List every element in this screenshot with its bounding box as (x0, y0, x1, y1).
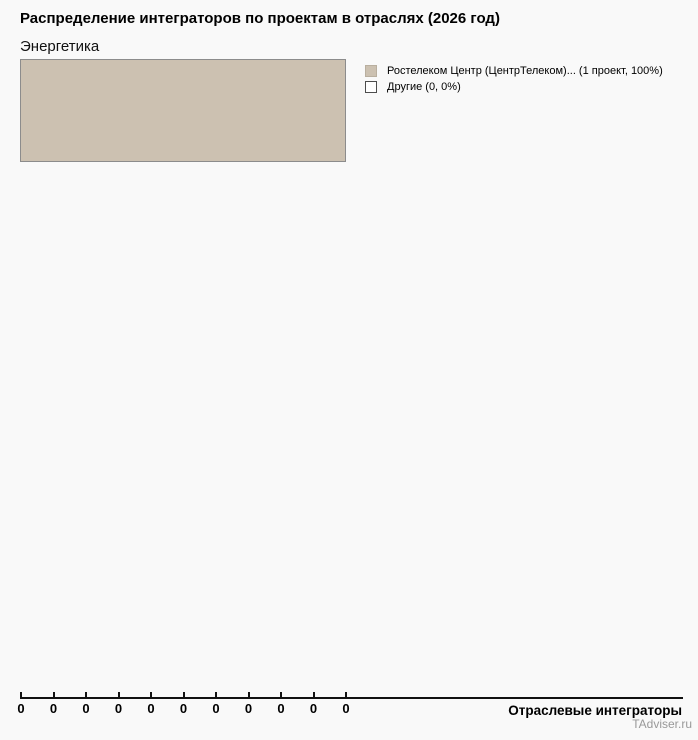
x-axis-tick (215, 692, 217, 699)
x-axis-tick-label: 0 (17, 701, 25, 716)
x-axis-tick-label: 0 (179, 701, 188, 716)
x-axis-tick-label: 0 (114, 701, 123, 716)
x-axis-tick-label: 0 (277, 701, 285, 716)
treemap-block-rostelecom (20, 59, 346, 162)
x-axis-tick-label: 0 (309, 701, 318, 716)
x-axis-tick (183, 692, 185, 699)
x-axis-tick (20, 692, 22, 699)
x-axis-tick (150, 692, 152, 699)
chart-title: Распределение интеграторов по проектам в отраслях (2026 год) (20, 10, 500, 27)
x-axis-tick (85, 692, 87, 699)
legend-swatch-others (365, 81, 377, 93)
x-axis-tick-label: 0 (82, 701, 90, 716)
x-axis-tick-label: 0 (49, 701, 58, 716)
x-axis-title: Отраслевые интеграторы (508, 703, 682, 718)
x-axis-tick-label: 0 (147, 701, 155, 716)
x-axis-tick (118, 692, 120, 699)
x-axis-tick (248, 692, 250, 699)
legend-item-others (365, 80, 461, 93)
legend-item-rostelecom (365, 64, 663, 77)
industry-group-label: Энергетика (20, 38, 100, 55)
x-axis-tick-label: 0 (342, 701, 350, 716)
x-axis-tick (313, 692, 315, 699)
legend-swatch-rostelecom (365, 65, 377, 77)
legend-label-others: Другие (0, 0%) (387, 80, 461, 93)
x-axis-tick (53, 692, 55, 699)
x-axis-tick-label: 0 (212, 701, 220, 716)
legend-label-rostelecom: Ростелеком Центр (ЦентрТелеком)... (1 проект, 100%) (387, 64, 663, 77)
x-axis-tick (345, 692, 347, 699)
x-axis-tick-label: 0 (244, 701, 253, 716)
tadviser-watermark: TAdviser.ru (632, 717, 692, 731)
x-axis-tick (280, 692, 282, 699)
